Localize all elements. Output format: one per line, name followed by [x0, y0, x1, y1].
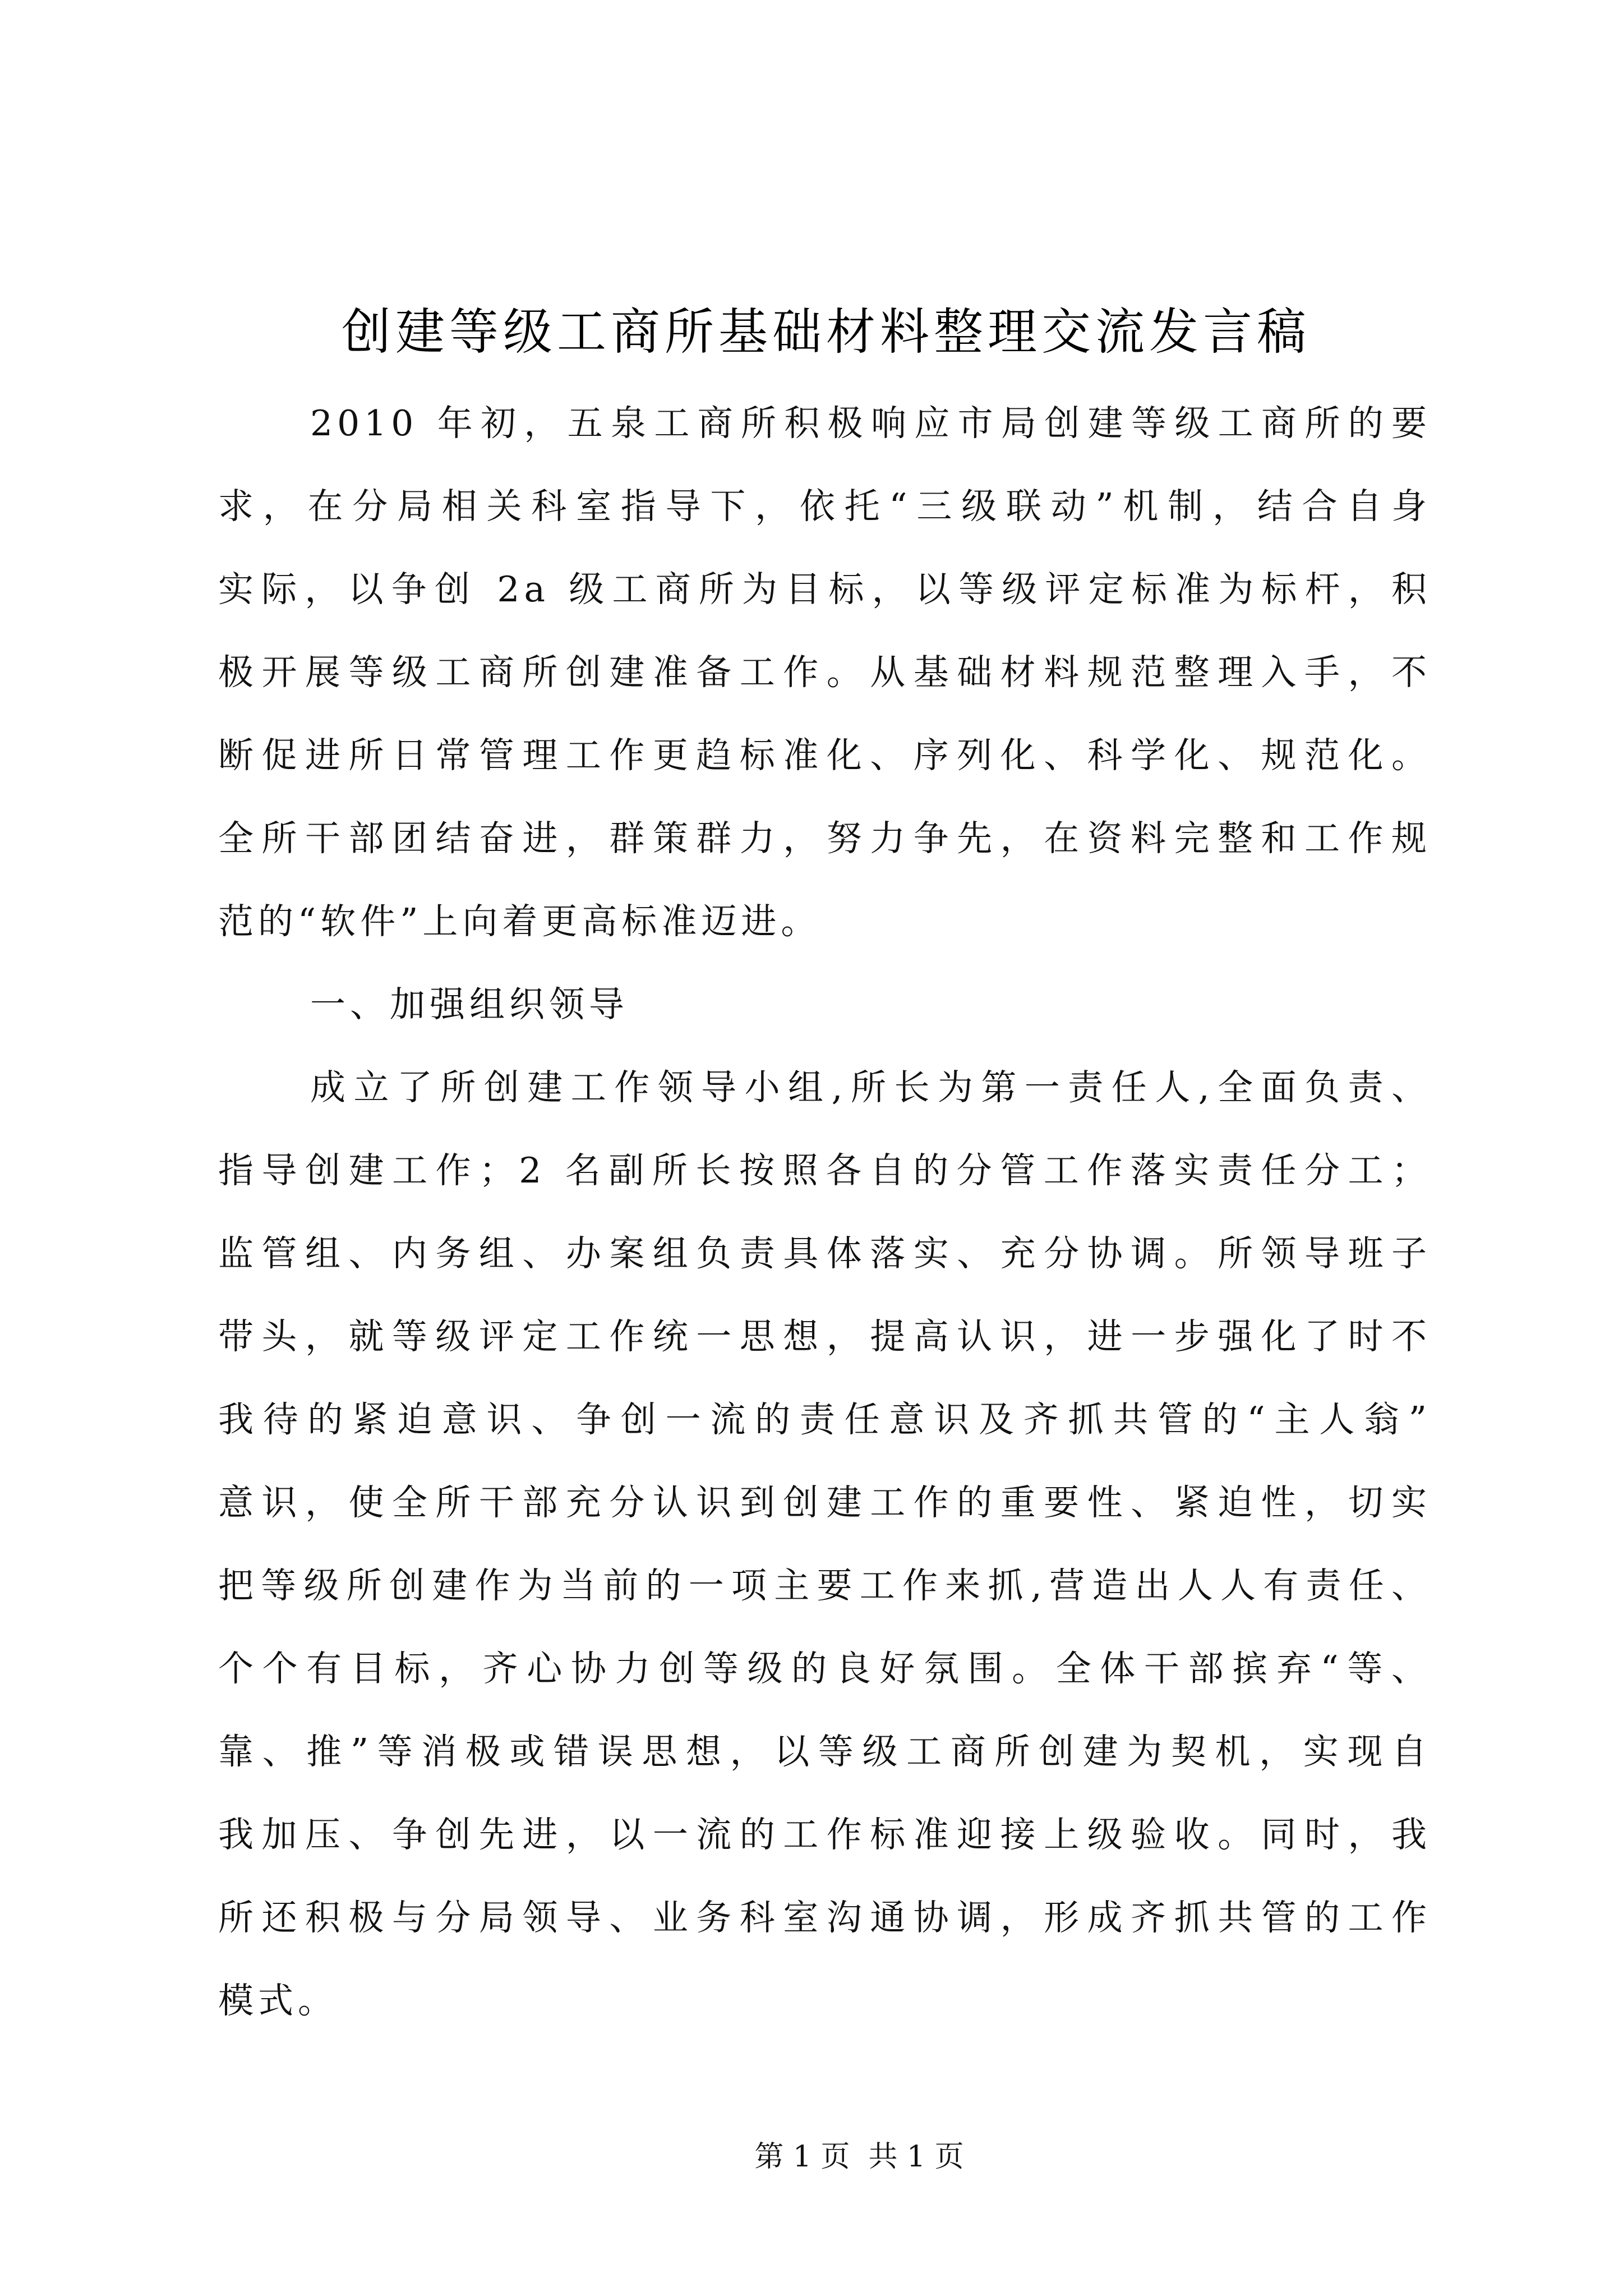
- body-line: 监管组、内务组、办案组负责具体落实、充分协调。所领导班子: [218, 1233, 1431, 1274]
- body-line: 2010 年初，五泉工商所积极响应市局创建等级工商所的要: [310, 403, 1431, 444]
- section-heading-text: 一、加强组织领导: [310, 984, 629, 1025]
- body-line: 全所干部团结奋进，群策群力，努力争先，在资料完整和工作规: [218, 818, 1431, 859]
- body-line: 把等级所创建作为当前的一项主要工作来抓,营造出人人有责任、: [218, 1565, 1431, 1606]
- body-line: 极开展等级工商所创建准备工作。从基础材料规范整理入手，不: [218, 652, 1431, 693]
- body-line: 成立了所创建工作领导小组,所长为第一责任人,全面负责、: [310, 1067, 1431, 1108]
- body-line: 模式。: [218, 1980, 338, 2021]
- body-line: 求，在分局相关科室指导下，依托“三级联动”机制，结合自身: [218, 486, 1431, 527]
- body-line: 指导创建工作；2 名副所长按照各自的分管工作落实责任分工；: [218, 1150, 1431, 1191]
- section-heading: [218, 963, 1431, 1046]
- body-line: 实际，以争创 2a 级工商所为目标，以等级评定标准为标杆，积: [218, 569, 1431, 610]
- body-line: 所还积极与分局领导、业务科室沟通协调，形成齐抓共管的工作: [218, 1897, 1431, 1938]
- page-footer: 第 1 页 共 1 页: [754, 2140, 964, 2174]
- body-line: 意识，使全所干部充分认识到创建工作的重要性、紧迫性，切实: [218, 1482, 1431, 1523]
- document-body: [218, 382, 1431, 2042]
- document-title: 创建等级工商所基础材料整理交流发言稿: [341, 303, 1311, 361]
- body-line: 我加压、争创先进，以一流的工作标准迎接上级验收。同时，我: [218, 1814, 1431, 1855]
- body-line: 我待的紧迫意识、争创一流的责任意识及齐抓共管的“主人翁”: [218, 1399, 1431, 1440]
- body-line: 范的“软件”上向着更高标准迈进。: [218, 901, 821, 942]
- body-line: 个个有目标，齐心协力创等级的良好氛围。全体干部摈弃“等、: [218, 1648, 1431, 1689]
- paragraph-intro: [218, 382, 1431, 963]
- body-line: 带头，就等级评定工作统一思想，提高认识，进一步强化了时不: [218, 1316, 1431, 1357]
- body-line: 断促进所日常管理工作更趋标准化、序列化、科学化、规范化。: [218, 735, 1431, 776]
- body-line: 靠、推”等消极或错误思想，以等级工商所创建为契机，实现自: [218, 1731, 1431, 1772]
- paragraph-organization: [218, 1046, 1431, 2042]
